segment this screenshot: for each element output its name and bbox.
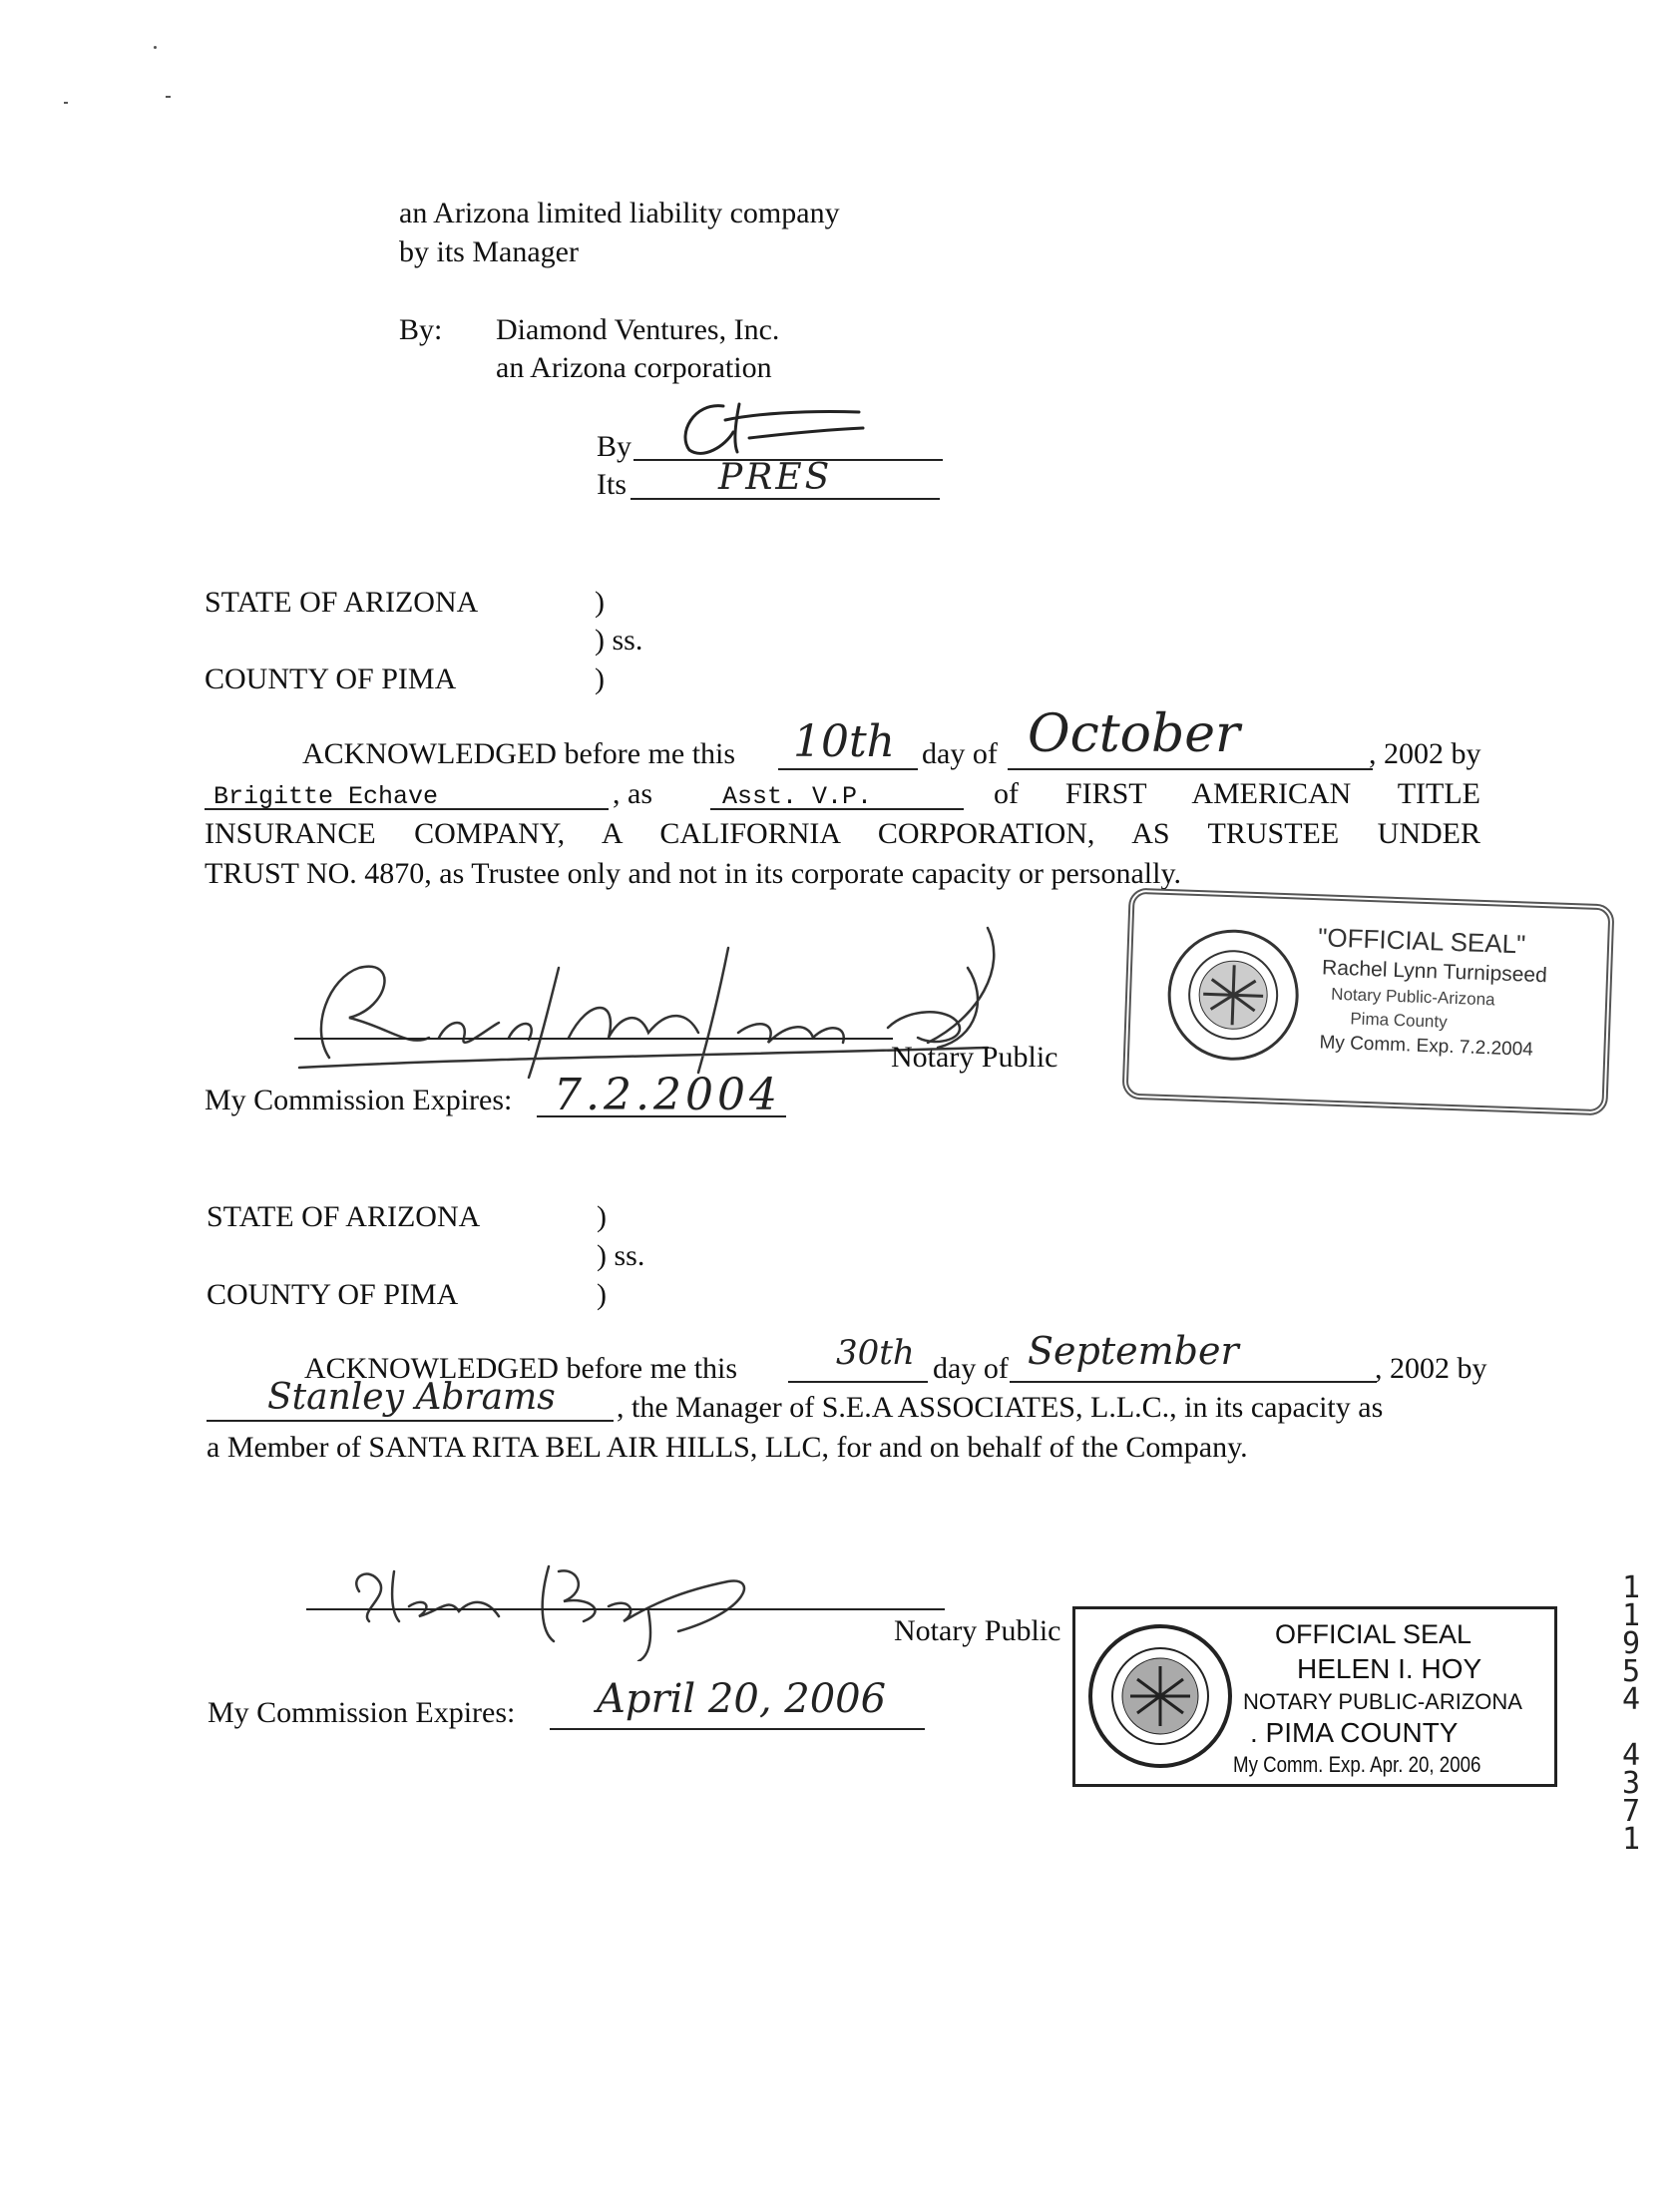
ack1-month: October	[1028, 704, 1240, 764]
ack2-notary-label: Notary Public	[894, 1614, 1061, 1647]
seal1-line4: My Comm. Exp. 7.2.2004	[1319, 1032, 1534, 1061]
ack1-of-first-text: of FIRST AMERICAN TITLE	[994, 777, 1480, 810]
seal2-line2: HELEN I. HOY	[1297, 1653, 1482, 1684]
manager-name: Diamond Ventures, Inc.	[496, 313, 780, 346]
seal2-line4: . PIMA COUNTY	[1250, 1717, 1459, 1748]
ack2-name: Stanley Abrams	[267, 1377, 556, 1418]
ack2-day: 30th	[836, 1333, 915, 1373]
seal1-emblem	[1161, 923, 1306, 1068]
margin-recording-number	[1616, 1570, 1646, 1857]
ack1-day-of: day of	[922, 737, 998, 770]
ack1-of-first-american	[994, 776, 1480, 812]
seal2-line5: My Comm. Exp. Apr. 20, 2006	[1233, 1752, 1481, 1777]
its-label: Its	[597, 468, 627, 501]
venue2-state: STATE OF ARIZONA	[207, 1200, 481, 1233]
seal1-line2: Notary Public-Arizona	[1330, 984, 1495, 1010]
ack1-notary-label: Notary Public	[891, 1041, 1058, 1074]
seal2-line3: NOTARY PUBLIC-ARIZONA	[1243, 1689, 1522, 1714]
notary1-signature-line	[294, 1038, 893, 1040]
manager-description: an Arizona corporation	[496, 351, 772, 384]
notary-seal-2	[1072, 1606, 1557, 1787]
margin-digit: 3	[1621, 1766, 1641, 1801]
ack1-year-by: , 2002 by	[1369, 737, 1481, 770]
venue1-state: STATE OF ARIZONA	[205, 586, 479, 619]
ack1-day-line	[778, 768, 918, 770]
its-line	[630, 498, 940, 500]
scan-speck	[64, 102, 68, 104]
venue1-paren-bottom: )	[595, 662, 605, 695]
seal1-line3: Pima County	[1350, 1009, 1449, 1032]
by-label: By:	[399, 313, 443, 346]
ack1-line4: TRUST NO. 4870, as Trustee only and not in its corporate capacity or personally.	[205, 857, 1182, 890]
venue2-paren-bottom: )	[597, 1278, 607, 1311]
ack2-year-by: , 2002 by	[1375, 1352, 1487, 1385]
seal1-name: Rachel Lynn Turnipseed	[1321, 956, 1548, 988]
notary-seal-1	[1121, 888, 1614, 1116]
venue2-county: COUNTY OF PIMA	[207, 1278, 459, 1311]
ack1-line3: INSURANCE COMPANY, A CALIFORNIA CORPORATION, AS TRUSTEE UNDER	[205, 817, 1480, 850]
venue1-paren-top: )	[595, 586, 605, 619]
ack1-day: 10th	[793, 716, 896, 767]
ack1-name: Brigitte Echave	[213, 782, 439, 811]
venue2-ss: ) ss.	[597, 1239, 645, 1272]
ack1-commission-value: 7.2.2004	[554, 1070, 781, 1120]
its-title-handwritten: PRES	[718, 457, 833, 498]
margin-digit: 9	[1621, 1626, 1641, 1661]
ack2-month: September	[1028, 1329, 1239, 1373]
by-signature-label: By	[597, 430, 632, 463]
ack2-commission-line	[550, 1728, 925, 1730]
notary2-signature-line	[306, 1608, 945, 1610]
ack2-commission-label: My Commission Expires:	[208, 1696, 516, 1729]
ack2-month-line	[1010, 1381, 1377, 1383]
ack2-lead: ACKNOWLEDGED before me this	[304, 1352, 738, 1385]
by-its-manager: by its Manager	[399, 235, 579, 268]
ack2-commission-value: April 20, 2006	[597, 1676, 887, 1722]
seal2-line1: OFFICIAL SEAL	[1275, 1619, 1472, 1649]
scan-speck	[166, 96, 171, 98]
margin-digit: 1	[1621, 1570, 1641, 1605]
ack1-lead: ACKNOWLEDGED before me this	[302, 737, 736, 770]
seal1-title: "OFFICIAL SEAL"	[1317, 922, 1526, 960]
margin-digit: 1	[1621, 1822, 1641, 1857]
venue1-ss: ) ss.	[595, 624, 643, 657]
ack1-comma-as: , as	[613, 777, 652, 810]
ack1-line3-wrap	[205, 816, 1480, 852]
ack2-name-line	[207, 1420, 614, 1422]
manager-signature	[663, 394, 873, 464]
ack1-commission-label: My Commission Expires:	[205, 1084, 513, 1116]
seal2-emblem	[1085, 1621, 1235, 1771]
notary2-signature	[349, 1551, 768, 1661]
margin-digit: 1	[1621, 1598, 1641, 1633]
ack2-day-of: day of	[933, 1352, 1009, 1385]
ack2-line2-rest: , the Manager of S.E.A ASSOCIATES, L.L.C., in its capacity as	[617, 1391, 1384, 1424]
margin-digit: 5	[1621, 1654, 1641, 1689]
ack1-title: Asst. V.P.	[722, 782, 873, 811]
margin-digit: 4	[1621, 1738, 1641, 1773]
venue1-county: COUNTY OF PIMA	[205, 662, 457, 695]
venue2-paren-top: )	[597, 1200, 607, 1233]
scan-speck	[154, 46, 157, 49]
margin-digit: 4	[1621, 1682, 1641, 1717]
margin-digit: 7	[1621, 1794, 1641, 1829]
ack2-day-line	[788, 1381, 928, 1383]
ack2-line3: a Member of SANTA RITA BEL AIR HILLS, LLC, for and on behalf of the Company.	[207, 1431, 1248, 1464]
company-description: an Arizona limited liability company	[399, 197, 840, 229]
ack1-month-line	[1008, 768, 1373, 770]
